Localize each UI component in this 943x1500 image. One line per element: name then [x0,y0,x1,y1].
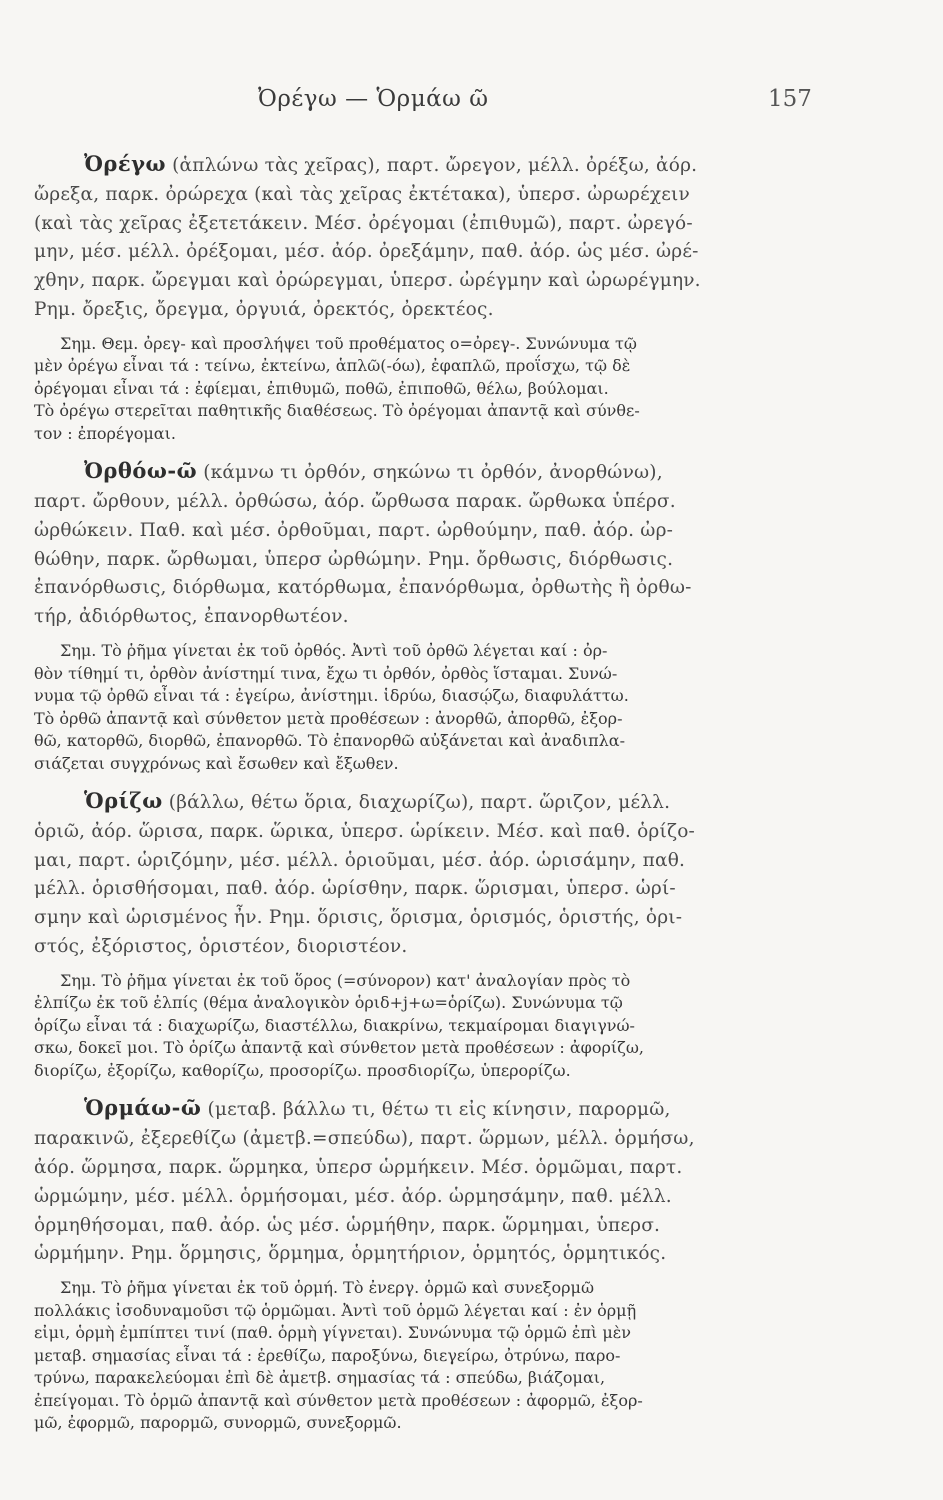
entry-line: ὁρμηθήσομαι, παθ. ἀόρ. ὡς μέσ. ὡρμήθην, παρκ. ὥρμημαι, ὑπερσ. [34,1214,661,1236]
note-line: Τὸ ὀρθῶ ἀπαντᾷ καὶ σύνθετον μετὰ προθέσεων : ἀνορθῶ, ἀπορθῶ, ἐξορ- [34,708,623,728]
note-line: πολλάκις ἰσοδυναμοῦσι τῷ ὁρμῶμαι. Ἀντὶ τοῦ ὁρμῶ λέγεται καί : ἐν ὁρμῇ [34,1300,637,1320]
note-orego [34,333,824,446]
note-line: Τὸ ὀρέγω στερεῖται παθητικῆς διαθέσεως. Τὸ ὀρέγομαι ἀπαντᾷ καὶ σύνθε- [34,401,640,421]
entry-line: μην, μέσ. μέλλ. ὀρέξομαι, μέσ. ἀόρ. ὀρεξάμην, παθ. ἀόρ. ὡς μέσ. ὠρέ- [34,241,699,263]
entry-horizo [34,787,824,962]
headword: Ὁρίζω [84,788,163,814]
entry-hormao [34,1094,824,1269]
note-line: Σημ. Τὸ ῥῆμα γίνεται ἐκ τοῦ ὁρμή. Τὸ ἐνεργ. ὁρμῶ καὶ συνεξορμῶ [60,1278,594,1298]
page-body [34,150,824,1447]
headword: Ὁρμάω-ῶ [84,1095,202,1121]
note-line: νυμα τῷ ὀρθῶ εἶναι τά : ἐγείρω, ἀνίστημι. ἱδρύω, διασῴζω, διαφυλάττω. [34,686,629,706]
entry-line: Ὀρθόω-ῶ (κάμνω τι ὀρθόν, σηκώνω τι ὀρθόν, ἀνορθώνω), [84,458,663,484]
entry-line: ἐπανόρθωσις, διόρθωμα, κατόρθωμα, ἐπανόρθωμα, ὀρθωτὴς ἢ ὀρθω- [34,577,692,599]
note-line: Σημ. Τὸ ῥῆμα γίνεται ἐκ τοῦ ὀρθός. Ἀντὶ τοῦ ὀρθῶ λέγεται καί : ὀρ- [60,641,608,661]
note-line: τρύνω, παρακελεύομαι ἐπὶ δὲ ἀμετβ. σημασίας τά : σπεύδω, βιάζομαι, [34,1368,606,1388]
note-line: εἰμι, ὁρμὴ ἐμπίπτει τινί (παθ. ὁρμὴ γίγνεται). Συνώνυμα τῷ ὁρμῶ ἐπὶ μὲν [34,1323,632,1343]
entry-line: σμην καὶ ὡρισμένος ἦν. Ρημ. ὅρισις, ὅρισμα, ὁρισμός, ὁριστής, ὁρι- [34,907,683,929]
note-line: ὀρέγομαι εἶναι τά : ἐφίεμαι, ἐπιθυμῶ, ποθῶ, ἐπιποθῶ, θέλω, βούλομαι. [34,378,609,398]
entry-line: ὁριῶ, ἀόρ. ὥρισα, παρκ. ὥρικα, ὑπερσ. ὡρίκειν. Μέσ. καὶ παθ. ὁρίζο- [34,820,695,842]
note-line: μὲν ὀρέγω εἶναι τά : τείνω, ἐκτείνω, ἁπλῶ(-όω), ἐφαπλῶ, προΐσχω, τῷ δὲ [34,356,631,376]
note-orthoo [34,640,824,775]
entry-line: παρακινῶ, ἐξερεθίζω (ἀμετβ.=σπεύδω), παρτ. ὥρμων, μέλλ. ὁρμήσω, [34,1128,695,1150]
entry-line: ὠρθώκειν. Παθ. καὶ μέσ. ὀρθοῦμαι, παρτ. ὠρθούμην, παθ. ἀόρ. ὠρ- [34,519,674,541]
entry-line: ὤρεξα, παρκ. ὀρώρεχα (καὶ τὰς χεῖρας ἐκτέτακα), ὑπερσ. ὠρωρέχειν [34,183,690,205]
note-line: σκω, δοκεῖ μοι. Τὸ ὁρίζω ἀπαντᾷ καὶ σύνθετον μετὰ προθέσεων : ἀφορίζω, [34,1038,644,1058]
entry-line: Ὁρίζω (βάλλω, θέτω ὅρια, διαχωρίζω), παρτ. ὥριζον, μέλλ. [84,788,671,814]
note-hormao [34,1277,824,1435]
note-line: ἐπείγομαι. Τὸ ὁρμῶ ἀπαντᾷ καὶ σύνθετον μετὰ προθέσεων : ἀφορμῶ, ἐξορ- [34,1390,643,1410]
note-line: θὸν τίθημί τι, ὀρθὸν ἀνίστημί τινα, ἔχω τι ὀρθόν, ὀρθὸς ἵσταμαι. Συνώ- [34,663,618,683]
headword: Ὀρέγω [84,151,166,176]
page-header [0,86,943,126]
note-line: μεταβ. σημασίας εἶναι τά : ἐρεθίζω, παροξύνω, διεγείρω, ὀτρύνω, παρο- [34,1345,621,1365]
page-number: 157 [768,86,812,112]
entry-line: μαι, παρτ. ὡριζόμην, μέσ. μέλλ. ὁριοῦμαι, μέσ. ἀόρ. ὡρισάμην, παθ. [34,849,686,871]
note-horizo [34,970,824,1083]
running-head: Ὀρέγω — Ὁρμάω ῶ [258,86,489,112]
entry-line: ὡρμώμην, μέσ. μέλλ. ὁρμήσομαι, μέσ. ἀόρ. ὡρμησάμην, παθ. μέλλ. [34,1185,672,1207]
entry-line: ὡρμήμην. Ρημ. ὅρμησις, ὅρμημα, ὁρμητήριον, ὁρμητός, ὁρμητικός. [34,1243,667,1265]
entry-orthoo [34,457,824,632]
entry-line: Ρημ. ὄρεξις, ὄρεγμα, ὀργυιά, ὀρεκτός, ὀρεκτέος. [34,298,494,320]
entry-line: στός, ἐξόριστος, ὁριστέον, διοριστέον. [34,936,408,958]
note-line: διορίζω, ἐξορίζω, καθορίζω, προσορίζω. προσδιορίζω, ὑπερορίζω. [34,1060,571,1080]
note-line: ὁρίζω εἶναι τά : διαχωρίζω, διαστέλλω, διακρίνω, τεκμαίρομαι διαγιγνώ- [34,1015,635,1035]
entry-line: χθην, παρκ. ὤρεγμαι καὶ ὀρώρεγμαι, ὑπερσ. ὠρέγμην καὶ ὠρωρέγμην. [34,270,701,292]
entry-line: μέλλ. ὁρισθήσομαι, παθ. ἀόρ. ὡρίσθην, παρκ. ὥρισμαι, ὑπερσ. ὡρί- [34,878,676,900]
note-line: μῶ, ἐφορμῶ, παρορμῶ, συνορμῶ, συνεξορμῶ. [34,1413,402,1433]
headword: Ὀρθόω-ῶ [84,458,198,484]
note-line: Σημ. Θεμ. ὀρεγ- καὶ προσλήψει τοῦ προθέματος ο=ὀρεγ-. Συνώνυμα τῷ [60,333,637,353]
entry-line: Ὀρέγω (ἁπλώνω τὰς χεῖρας), παρτ. ὤρεγον, μέλλ. ὀρέξω, ἀόρ. [84,151,698,176]
entry-line: θώθην, παρκ. ὤρθωμαι, ὑπερσ ὠρθώμην. Ρημ. ὄρθωσις, διόρθωσις. [34,548,674,570]
entry-line: Ὁρμάω-ῶ (μεταβ. βάλλω τι, θέτω τι εἰς κίνησιν, παρορμῶ, [84,1095,671,1121]
entry-line: τήρ, ἀδιόρθωτος, ἐπανορθωτέον. [34,606,349,628]
entry-line: ἀόρ. ὥρμησα, παρκ. ὥρμηκα, ὑπερσ ὡρμήκειν. Μέσ. ὁρμῶμαι, παρτ. [34,1156,683,1178]
note-line: θῶ, κατορθῶ, διορθῶ, ἐπανορθῶ. Τὸ ἐπανορθῶ αὐξάνεται καὶ ἀναδιπλα- [34,731,625,751]
entry-orego [34,150,824,325]
note-line: ἐλπίζω ἐκ τοῦ ἐλπίς (θέμα ἀναλογικὸν ὁριδ+j+ω=ὁρίζω). Συνώνυμα τῷ [34,993,623,1013]
note-line: σιάζεται συγχρόνως καὶ ἔσωθεν καὶ ἔξωθεν. [34,753,399,773]
entry-line: παρτ. ὤρθουν, μέλλ. ὀρθώσω, ἀόρ. ὤρθωσα παρακ. ὤρθωκα ὑπέρσ. [34,491,676,513]
note-line: τον : ἐπορέγομαι. [34,423,176,443]
note-line: Σημ. Τὸ ῥῆμα γίνεται ἐκ τοῦ ὅρος (=σύνορον) κατ' ἀναλογίαν πρὸς τὸ [60,970,631,990]
entry-line: (καὶ τὰς χεῖρας ἐξετετάκειν. Μέσ. ὀρέγομαι (ἐπιθυμῶ), παρτ. ὠρεγό- [34,212,693,234]
